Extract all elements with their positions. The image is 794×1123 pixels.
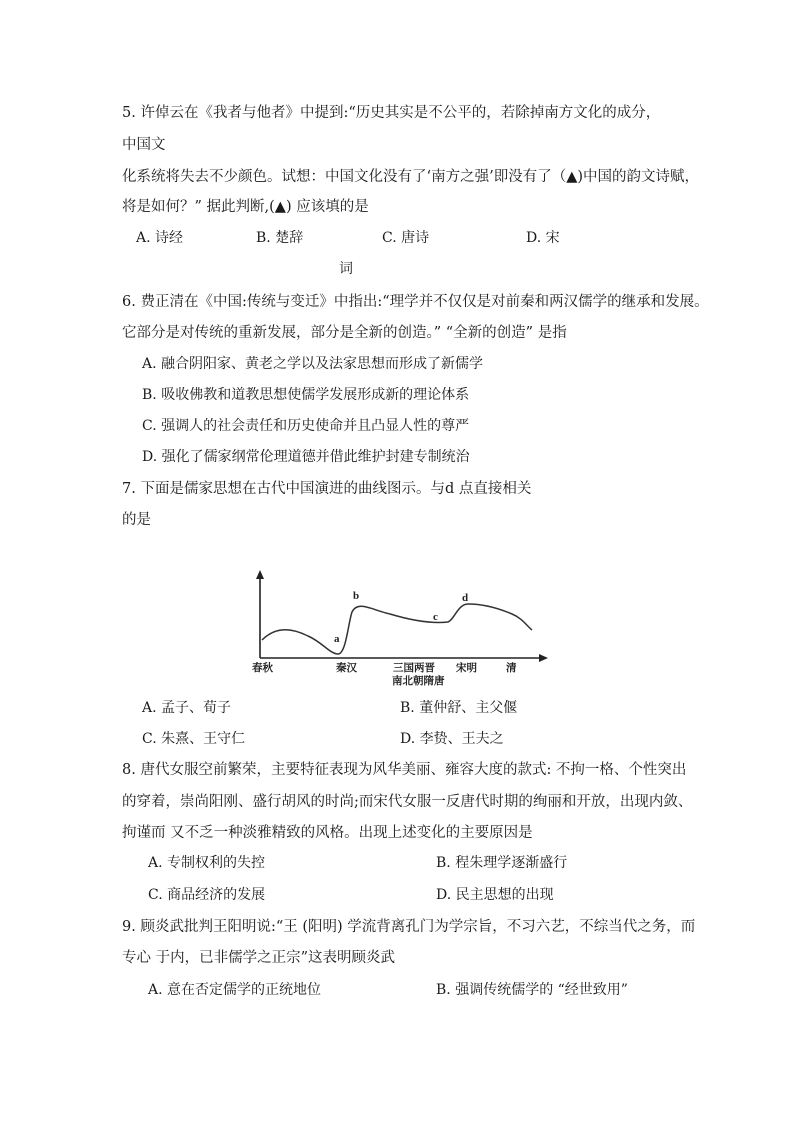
- figure-y-arrow: [256, 570, 264, 579]
- figure-point-d: d: [462, 592, 469, 604]
- q8-option-a: A. 专制权利的失控: [148, 855, 266, 871]
- q7-line-2: 的是: [122, 512, 151, 528]
- q5-option-d: D. 宋: [526, 230, 560, 246]
- figure-point-b: b: [353, 590, 360, 602]
- figure-x-label-qing: 清: [506, 662, 517, 674]
- figure-x-label-qinhan: 秦汉: [336, 662, 357, 674]
- q5-option-d-wrap: 词: [339, 261, 353, 277]
- figure-x-arrow: [539, 654, 548, 662]
- confucianism-curve-figure: [250, 568, 550, 690]
- figure-point-a: a: [334, 633, 340, 645]
- q8-line-2: 的穿着，崇尚阳刚、盛行胡风的时尚;而宋代女服一反唐代时期的绚丽和开放，出现内敛、: [122, 794, 693, 810]
- figure-x-label-chunqiu: 春秋: [252, 662, 273, 674]
- q5-line-2: 中国文: [122, 137, 166, 153]
- figure-point-c: c: [433, 611, 438, 623]
- q8-option-b: B. 程朱理学逐渐盛行: [436, 855, 568, 871]
- q6-option-b: B. 吸收佛教和道教思想使儒学发展形成新的理论体系: [142, 387, 470, 403]
- q8-line-3: 拘谨而 又不乏一种淡雅精致的风格。出现上述变化的主要原因是: [122, 825, 533, 841]
- figure-x-label-songming: 宋明: [456, 662, 477, 674]
- q5-option-b: B. 楚辞: [256, 230, 304, 246]
- q9-line-2: 专心 于内，已非儒学之正宗”这表明顾炎武: [122, 950, 396, 966]
- q6-line-1: 6. 费正清在《中国:传统与变迁》中指出:“理学并不仅仅是对前秦和两汉儒学的继承和发展。: [122, 294, 709, 310]
- q7-line-1: 7. 下面是儒家思想在古代中国演进的曲线图示。与d 点直接相关: [122, 481, 532, 497]
- q5-line-4: 将是如何？” 据此判断,(▲) 应该填的是: [122, 199, 369, 215]
- q9-line-1: 9. 顾炎武批判王阳明说:“王 (阳明) 学流背离孔门为学宗旨，不习六艺，不综当代之务，而: [122, 919, 696, 935]
- q5-line-3: 化系统将失去不少颜色。试想：中国文化没有了‘南方之强’即没有了（▲)中国的韵文诗赋，: [122, 169, 700, 185]
- figure-curve: [262, 604, 532, 654]
- q6-option-c: C. 强调人的社会责任和历史使命并且凸显人性的尊严: [142, 418, 470, 434]
- q5-option-a: A. 诗经: [136, 230, 184, 246]
- q7-option-a: A. 孟子、荀子: [142, 700, 232, 716]
- q6-option-d: D. 强化了儒家纲常伦理道德并借此维护封建专制统治: [142, 449, 470, 465]
- q7-option-b: B. 董仲舒、主父偃: [400, 700, 518, 716]
- q5-option-c: C. 唐诗: [382, 230, 430, 246]
- q9-option-a: A. 意在否定儒学的正统地位: [148, 982, 322, 998]
- q6-line-2: 它部分是对传统的重新发展，部分是全新的创造。” “全新的创造” 是指: [122, 325, 567, 341]
- q8-line-1: 8. 唐代女服空前繁荣，主要特征表现为风华美丽、雍容大度的款式: 不拘一格、个性突出: [122, 762, 687, 778]
- q8-option-d: D. 民主思想的出现: [436, 887, 554, 903]
- figure-x-label-sanguo: 三国两晋: [393, 662, 435, 674]
- q5-line-1: 5. 许倬云在《我者与他者》中提到:“历史其实是不公平的，若除掉南方文化的成分，: [122, 105, 661, 121]
- q6-option-a: A. 融合阴阳家、黄老之学以及法家思想而形成了新儒学: [142, 356, 484, 372]
- q9-option-b: B. 强调传统儒学的 “经世致用”: [436, 982, 628, 998]
- q7-option-c: C. 朱熹、王守仁: [142, 731, 246, 747]
- q8-option-c: C. 商品经济的发展: [148, 887, 266, 903]
- figure-x-label-sub: 南北朝隋唐: [392, 675, 445, 687]
- q7-option-d: D. 李贽、王夫之: [400, 731, 504, 747]
